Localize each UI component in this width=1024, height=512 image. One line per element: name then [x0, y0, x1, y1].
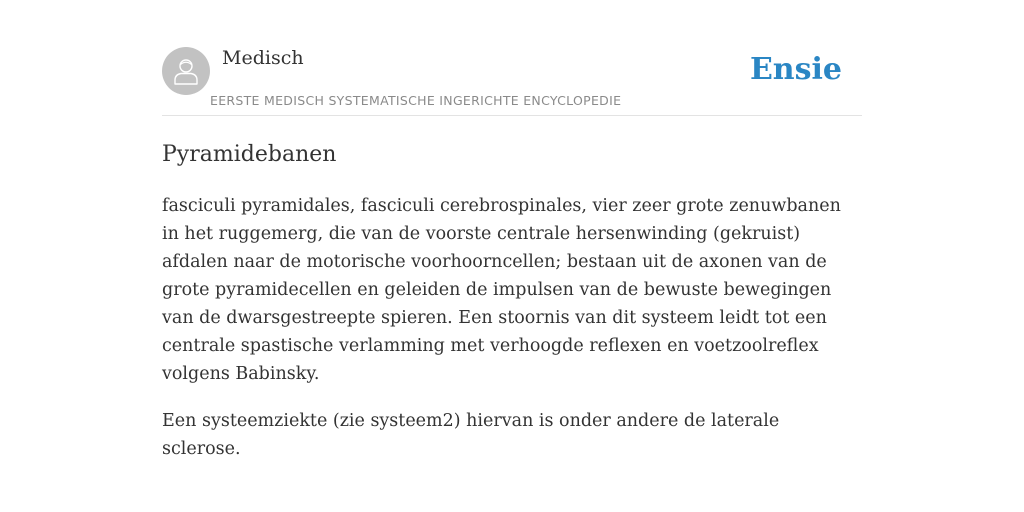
source-header: [162, 0, 862, 116]
source-subtitle: EERSTE MEDISCH SYSTEMATISCHE INGERICHTE ENCYCLOPEDIE: [210, 93, 622, 108]
article-paragraph: Een systeemziekte (zie systeem2) hiervan is onder andere de laterale sclerose.: [162, 411, 780, 459]
article-paragraph: fasciculi pyramidales, fasciculi cerebrospinales, vier zeer grote zenuwbanen in het ruggemerg, die van de voorste centrale hersenwinding (gekruist) afdalen naar de motorische voorhoorncellen; bestaan uit de axonen van de grote pyramidecellen en geleiden de impulsen van de bewuste bewegingen van de dwarsgestreepte spieren. Een stoornis van dit systeem leidt tot een centrale spastische verlamming met verhoogde reflexen en voetzoolreflex volgens Babinsky.: [162, 196, 841, 384]
source-name[interactable]: Medisch: [222, 47, 304, 69]
article-title: Pyramidebanen: [162, 142, 337, 167]
source-avatar[interactable]: [162, 47, 210, 95]
user-outline-icon: [171, 56, 201, 86]
article-body: [162, 192, 862, 482]
page-container: [162, 0, 862, 459]
brand-logo[interactable]: Ensie: [749, 52, 842, 87]
